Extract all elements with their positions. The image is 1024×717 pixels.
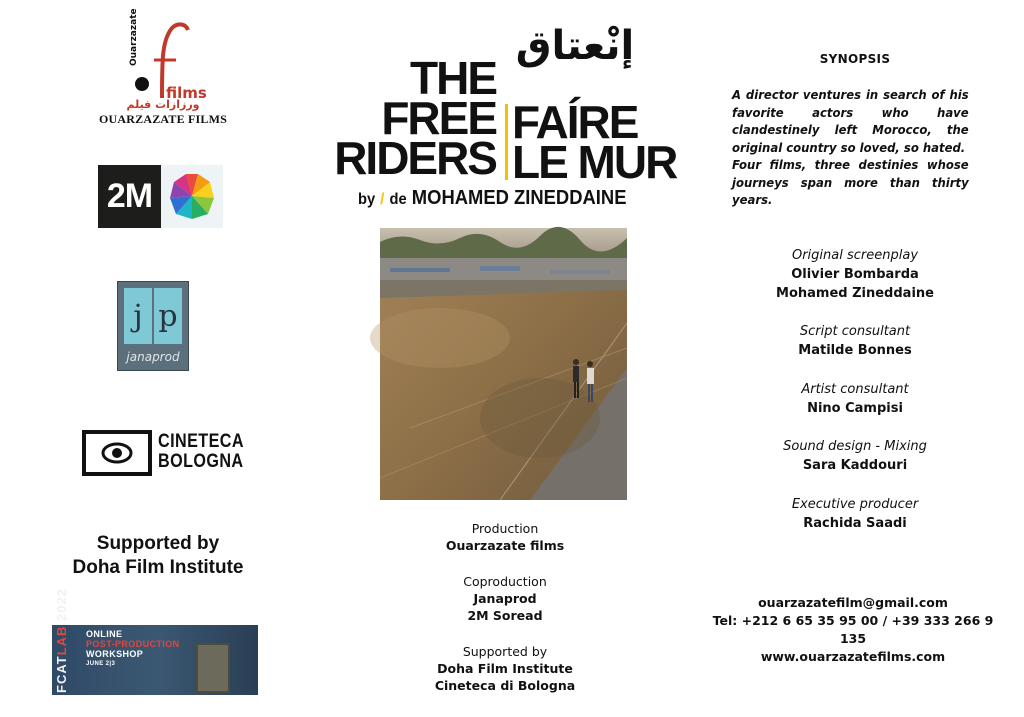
coproduction-value-2: 2M Soread [467,608,543,623]
cineteca-bologna-logo [82,430,242,476]
title-arabic: إنْعتاق [515,23,635,69]
crew-screenplay [760,246,950,303]
crew-script-consultant [760,322,950,360]
screenplay-role: Original screenplay [791,248,919,263]
ouarzazate-films-name: OUARZAZATE FILMS [99,112,227,126]
fcat-door-image [196,643,230,693]
ouarzazate-films-mark-icon [128,8,207,106]
screenplay-person-1: Olivier Bombarda [791,267,919,282]
crew-sound-design [760,437,950,475]
sound-person: Sara Kaddouri [802,458,908,473]
synopsis-text [732,87,969,210]
coproduction-label: Coproduction [463,574,547,589]
supported-value-2: Cineteca di Bologna [434,678,576,693]
title-divider [505,104,508,180]
janaprod-jp-mark [124,288,182,344]
synopsis-paragraph-1: A director ventures in search of his favorite actors who have clandestinely left Morocco, the original country so loved, so hated. [732,88,969,155]
fcat-line4: JUNE 2|3 [86,661,116,667]
production-credit [420,520,590,554]
films-mark-letters: films [166,84,207,102]
production-label: Production [471,521,539,536]
janaprod-letter-p: p [154,288,182,344]
ouarzazate-mark-text: Ouarzazate [129,8,139,66]
director-credit [358,187,652,210]
janaprod-letter-j: j [124,288,152,344]
fcat-vertical-text [54,588,69,693]
script-role: Script consultant [799,324,911,339]
contact-phone: Tel: +212 6 65 35 95 00 / +39 333 266 9 135 [712,613,994,646]
coproduction-value-1: Janaprod [473,591,537,606]
sound-role: Sound design - Mixing [783,439,927,454]
ouarzazate-arabic-name: ورزازات فيلم [126,98,200,111]
production-value: Ouarzazate films [445,538,565,553]
title-french-line1: FAÍRE [512,96,638,148]
director-de: de [389,191,407,208]
crew-artist-consultant [760,380,950,418]
janaprod-word: janaprod [126,350,180,364]
fcat-vertical-b: LAB [54,625,69,656]
exec-person: Rachida Saadi [803,516,907,531]
supported-value-1: Doha Film Institute [437,661,573,676]
artist-person: Nino Campisi [807,401,903,416]
director-slash: / [380,191,385,208]
fcat-line2: POST-PRODUCTION [86,639,180,649]
title-french-line2: LE MUR [512,136,677,188]
fcat-lab-banner [52,588,258,695]
film-still-image [380,228,627,500]
director-name: MOHAMED ZINEDDAINE [411,187,627,209]
title-english-line3: RIDERS [334,132,496,184]
cineteca-eye-icon [82,430,152,476]
synopsis-heading: SYNOPSIS [819,52,891,66]
janaprod-logo [117,281,189,371]
supported-doha-line1: Supported by [96,533,220,554]
supported-by-credit [420,643,590,694]
crew-executive-producer [760,495,950,533]
artist-role: Artist consultant [801,382,909,397]
fcat-workshop-lines [86,629,180,669]
ouarzazate-films-logo [98,8,228,130]
2m-logo [98,165,223,228]
fcat-vertical-c: 2022 [54,588,69,621]
director-by: by [358,191,376,208]
title-french [512,96,712,188]
exec-role: Executive producer [791,497,919,512]
cineteca-text [158,432,244,472]
supported-label: Supported by [462,644,548,659]
title-english-line2: FREE [381,92,496,144]
synopsis-paragraph-2: Four films, three destinies whose journeys span more than thirty years. [732,158,969,207]
fcat-vertical-a: FCAT [54,655,69,693]
title-english [300,52,496,184]
fcat-line1: ONLINE [86,629,123,639]
contact-email: ouarzazatefilm@gmail.com [758,595,948,610]
contact-block [712,594,994,666]
script-person: Matilde Bonnes [798,343,912,358]
2m-star-icon [161,165,223,228]
supported-by-doha [40,532,276,580]
coproduction-credit [420,573,590,624]
cineteca-line2: BOLOGNA [158,451,244,472]
screenplay-person-2: Mohamed Zineddaine [776,286,934,301]
contact-website: www.ouarzazatefilms.com [760,649,946,664]
cineteca-line1: CINETECA [158,431,244,452]
2m-text: 2M [98,165,161,228]
title-english-line1: THE [410,52,496,104]
supported-doha-line2: Doha Film Institute [72,557,244,578]
fcat-line3: WORKSHOP [86,649,144,659]
